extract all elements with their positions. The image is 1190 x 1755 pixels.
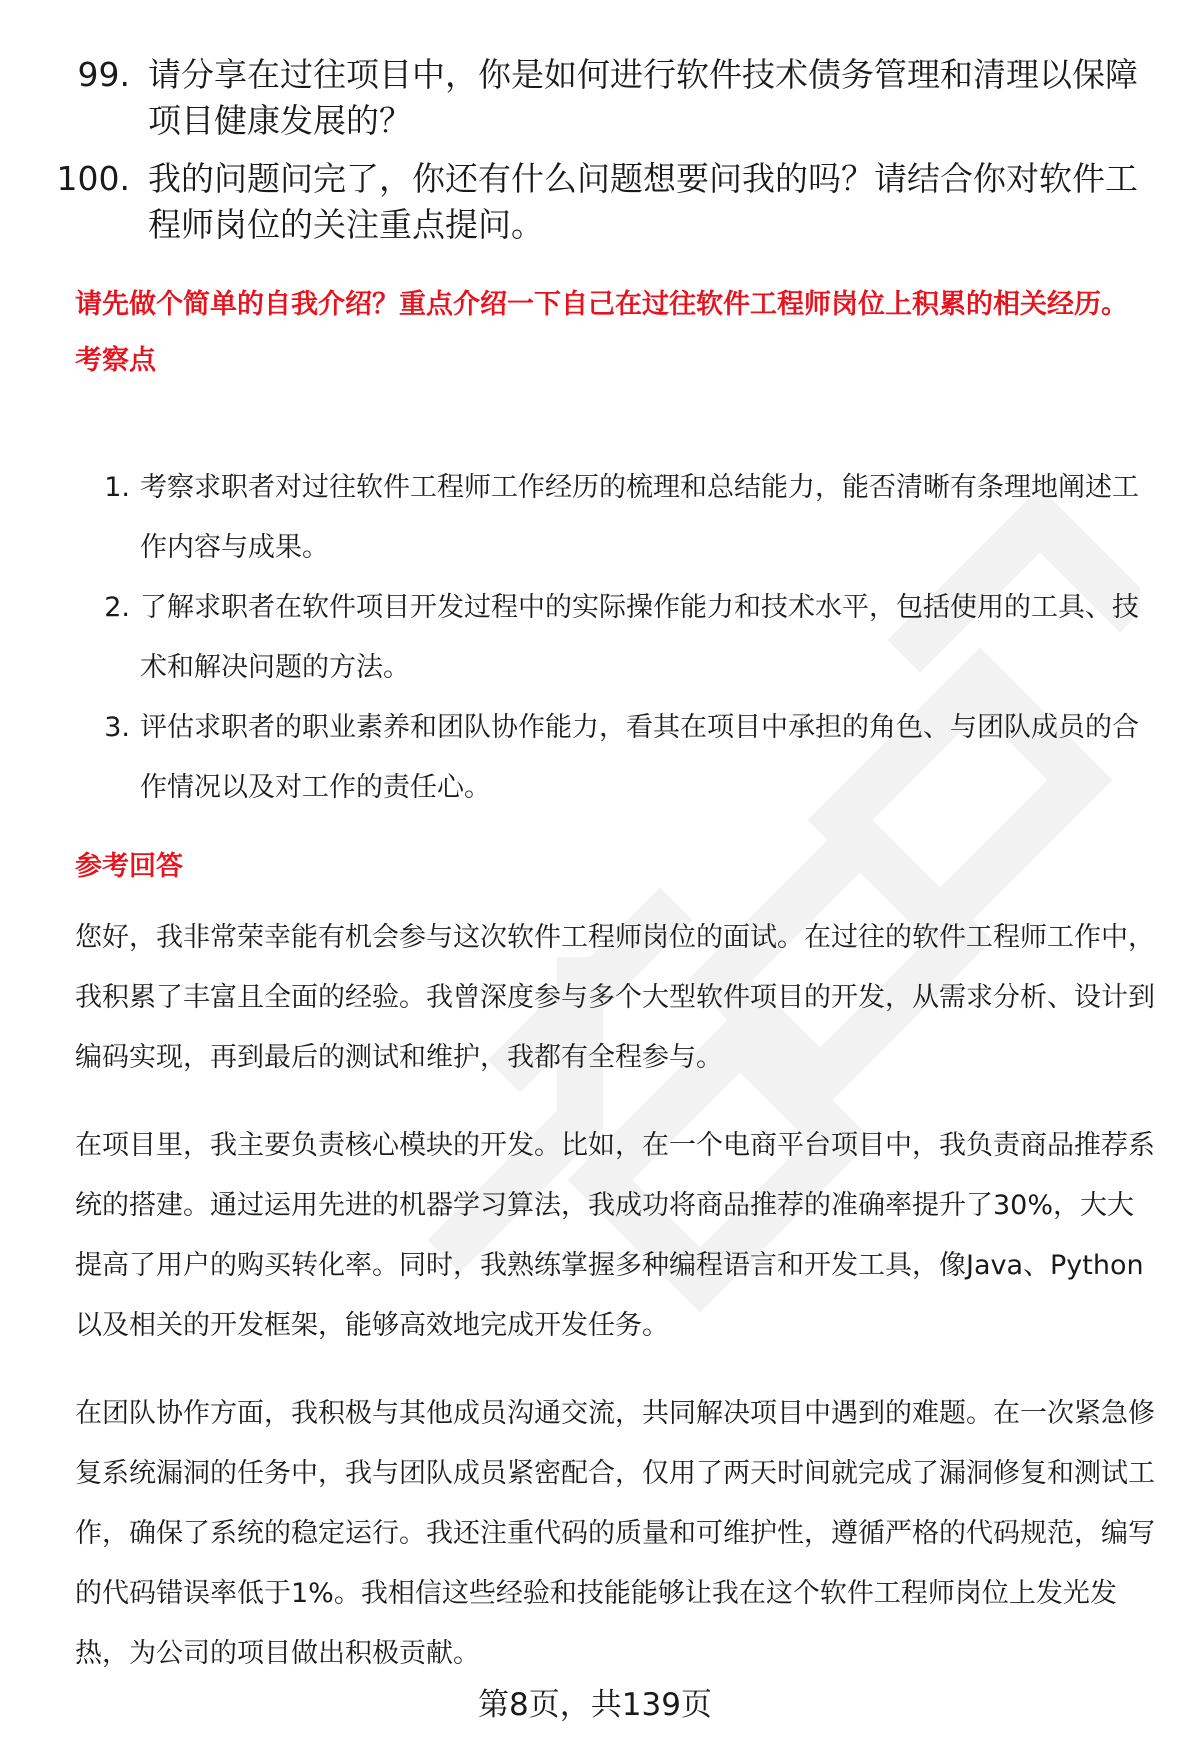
answer-body bbox=[75, 908, 1160, 1712]
question-text: 请分享在过往项目中，你是如何进行软件技术债务管理和清理以保障项目健康发展的？ bbox=[148, 55, 1138, 140]
question-item bbox=[40, 52, 1150, 144]
kaocha-item bbox=[75, 458, 1160, 578]
kaocha-item-number: 2. bbox=[104, 592, 130, 623]
kaocha-item-text: 了解求职者在软件项目开发过程中的实际操作能力和技术水平，包括使用的工具、技术和解决问题的方法。 bbox=[140, 592, 1139, 683]
question-text: 我的问题问完了，你还有什么问题想要问我的吗？请结合你对软件工程师岗位的关注重点提问。 bbox=[148, 159, 1138, 244]
kaocha-section-title: 考察点 bbox=[75, 345, 156, 376]
kaocha-item-number: 3. bbox=[104, 712, 130, 743]
question-headline: 请先做个简单的自我介绍？重点介绍一下自己在过往软件工程师岗位上积累的相关经历。 bbox=[75, 289, 1128, 320]
question-list bbox=[40, 52, 1150, 260]
kaocha-item bbox=[75, 698, 1160, 818]
answer-section-title: 参考回答 bbox=[75, 851, 183, 882]
answer-paragraph: 在项目里，我主要负责核心模块的开发。比如，在一个电商平台项目中，我负责商品推荐系统的搭建。通过运用先进的机器学习算法，我成功将商品推荐的准确率提升了30%，大大提高了用户的购买转化率。同时，我熟练掌握多种编程语言和开发工具，像Java、Python以及相关的开发框架，能够高效地完成开发任务。 bbox=[75, 1130, 1155, 1341]
kaocha-item-text: 评估求职者的职业素养和团队协作能力，看其在项目中承担的角色、与团队成员的合作情况以及对工作的责任心。 bbox=[140, 712, 1139, 803]
page-footer: 第8页，共139页 bbox=[478, 1687, 712, 1723]
kaocha-item-text: 考察求职者对过往软件工程师工作经历的梳理和总结能力，能否清晰有条理地阐述工作内容与成果。 bbox=[140, 472, 1139, 563]
answer-paragraph: 在团队协作方面，我积极与其他成员沟通交流，共同解决项目中遇到的难题。在一次紧急修复系统漏洞的任务中，我与团队成员紧密配合，仅用了两天时间就完成了漏洞修复和测试工作，确保了系统的稳定运行。我还注重代码的质量和可维护性，遵循严格的代码规范，编写的代码错误率低于1%。我相信这些经验和技能能够让我在这个软件工程师岗位上发光发热，为公司的项目做出积极贡献。 bbox=[75, 1398, 1155, 1669]
question-item bbox=[40, 156, 1150, 248]
answer-paragraph: 您好，我非常荣幸能有机会参与这次软件工程师岗位的面试。在过往的软件工程师工作中，我积累了丰富且全面的经验。我曾深度参与多个大型软件项目的开发，从需求分析、设计到编码实现，再到最后的测试和维护，我都有全程参与。 bbox=[75, 922, 1155, 1073]
question-number: 99. bbox=[77, 55, 130, 94]
kaocha-item bbox=[75, 578, 1160, 698]
kaocha-item-number: 1. bbox=[104, 472, 130, 503]
question-number: 100. bbox=[56, 159, 130, 198]
kaocha-list bbox=[75, 458, 1160, 818]
